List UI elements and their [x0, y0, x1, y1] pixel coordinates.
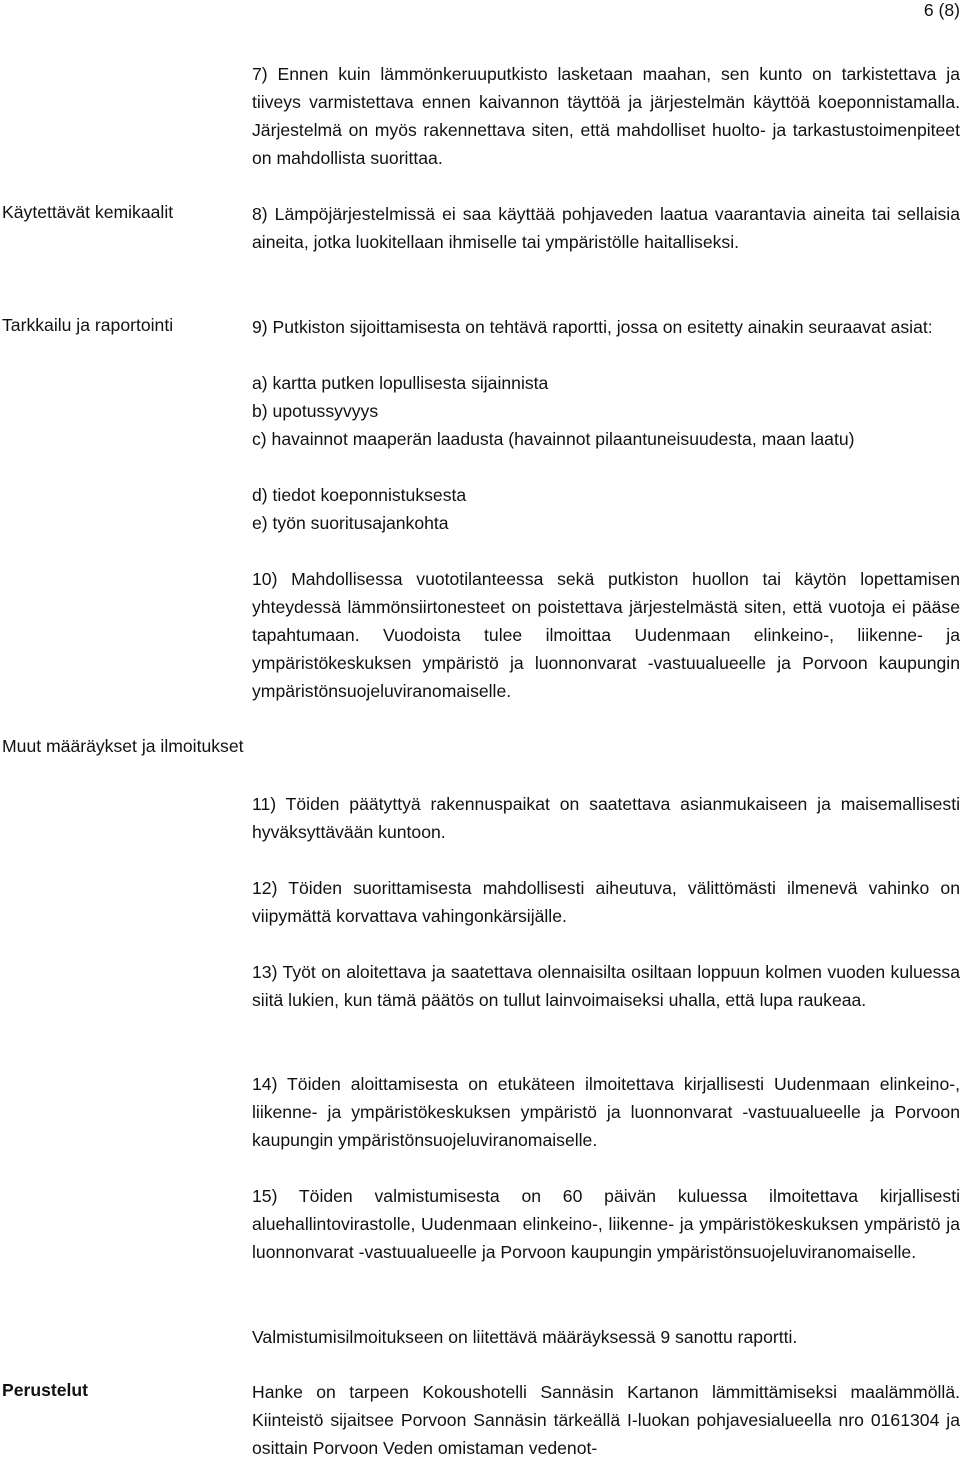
page-number: 6 (8)	[923, 0, 960, 20]
paragraph-item-7: 7) Ennen kuin lämmönkeruuputkisto lasketaan maahan, sen kunto on tarkistettava ja tiiveys varmistettava ennen kaivannon täyttöä ja järjestelmän käyttöä koeponnistamalla. Järjestelmä on myös rakennettava siten, että mahdolliset huolto- ja tarkastustoimenpiteet on mahdollista suorittaa.	[252, 64, 960, 169]
paragraph-item-8: 8) Lämpöjärjestelmissä ei saa käyttää pohjaveden laatua vaarantavia aineita tai sellaisia aineita, jotka luokitellaan ihmiselle tai ympäristölle haitalliseksi.	[252, 204, 960, 253]
paragraph-item-14: 14) Töiden aloittamisesta on etukäteen ilmoitettava kirjallisesti Uudenmaan elinkeino-, liikenne- ja ympäristökeskuksen ympäristö ja luonnonvarat -vastuualueelle ja Porvoon kaupungin ympäristönsuojeluviranomaiselle.	[252, 1074, 960, 1151]
section-label-monitoring: Tarkkailu ja raportointi	[2, 315, 174, 335]
section-label-other: Muut määräykset ja ilmoitukset	[2, 736, 244, 756]
list-item-9e: e) työn suoritusajankohta	[252, 513, 449, 533]
section-label-chemicals: Käytettävät kemikaalit	[2, 202, 174, 222]
list-item-9b: b) upotussyvyys	[252, 401, 379, 421]
paragraph-rationale: Hanke on tarpeen Kokoushotelli Sannäsin Kartanon lämmittämiseksi maalämmöllä. Kiinteistö sijaitsee Porvoon Sannäsin tärkeällä I-luokan pohjavesialueella nro 0161304 ja osittain Porvoon Veden omistaman vedenot-	[252, 1382, 960, 1459]
paragraph-item-11: 11) Töiden päätyttyä rakennuspaikat on saatettava asianmukaiseen ja maisemallisesti hyväksyttävään kuntoon.	[252, 794, 960, 843]
list-item-9c: c) havainnot maaperän laadusta (havainnot pilaantuneisuudesta, maan laatu)	[252, 429, 855, 449]
list-item-9d: d) tiedot koeponnistuksesta	[252, 485, 467, 505]
paragraph-item-13: 13) Työt on aloitettava ja saatettava olennaisilta osiltaan loppuun kolmen vuoden kuluessa siitä lukien, kun tämä päätös on tullut lainvoimaiseksi uhalla, että lupa raukeaa.	[252, 962, 960, 1011]
paragraph-completion-note: Valmistumisilmoitukseen on liitettävä määräyksessä 9 sanottu raportti.	[252, 1327, 798, 1347]
section-label-rationale: Perustelut	[2, 1380, 89, 1400]
paragraph-item-15: 15) Töiden valmistumisesta on 60 päivän kuluessa ilmoitettava kirjallisesti aluehallintovirastolle, Uudenmaan elinkeino-, liikenne- ja ympäristökeskuksen ympäristö ja luonnonvarat -vastuualueelle ja Porvoon kaupungin ympäristönsuojeluviranomaiselle.	[252, 1186, 960, 1263]
paragraph-item-12: 12) Töiden suorittamisesta mahdollisesti aiheutuva, välittömästi ilmenevä vahinko on viipymättä korvattava vahingonkärsijälle.	[252, 878, 960, 927]
list-item-9a: a) kartta putken lopullisesta sijainnista	[252, 373, 549, 393]
paragraph-item-10: 10) Mahdollisessa vuototilanteessa sekä putkiston huollon tai käytön lopettamisen yhteydessä lämmönsiirtonesteet on poistettava järjestelmästä siten, että vuotoja ei pääse tapahtumaan. Vuodoista tulee ilmoittaa Uudenmaan elinkeino-, liikenne- ja ympäristökeskuksen ympäristö ja luonnonvarat -vastuualueelle ja Porvoon kaupungin ympäristönsuojeluviranomaiselle.	[252, 569, 960, 702]
paragraph-item-9-intro: 9) Putkiston sijoittamisesta on tehtävä raportti, jossa on esitetty ainakin seuraavat asiat:	[252, 317, 933, 337]
